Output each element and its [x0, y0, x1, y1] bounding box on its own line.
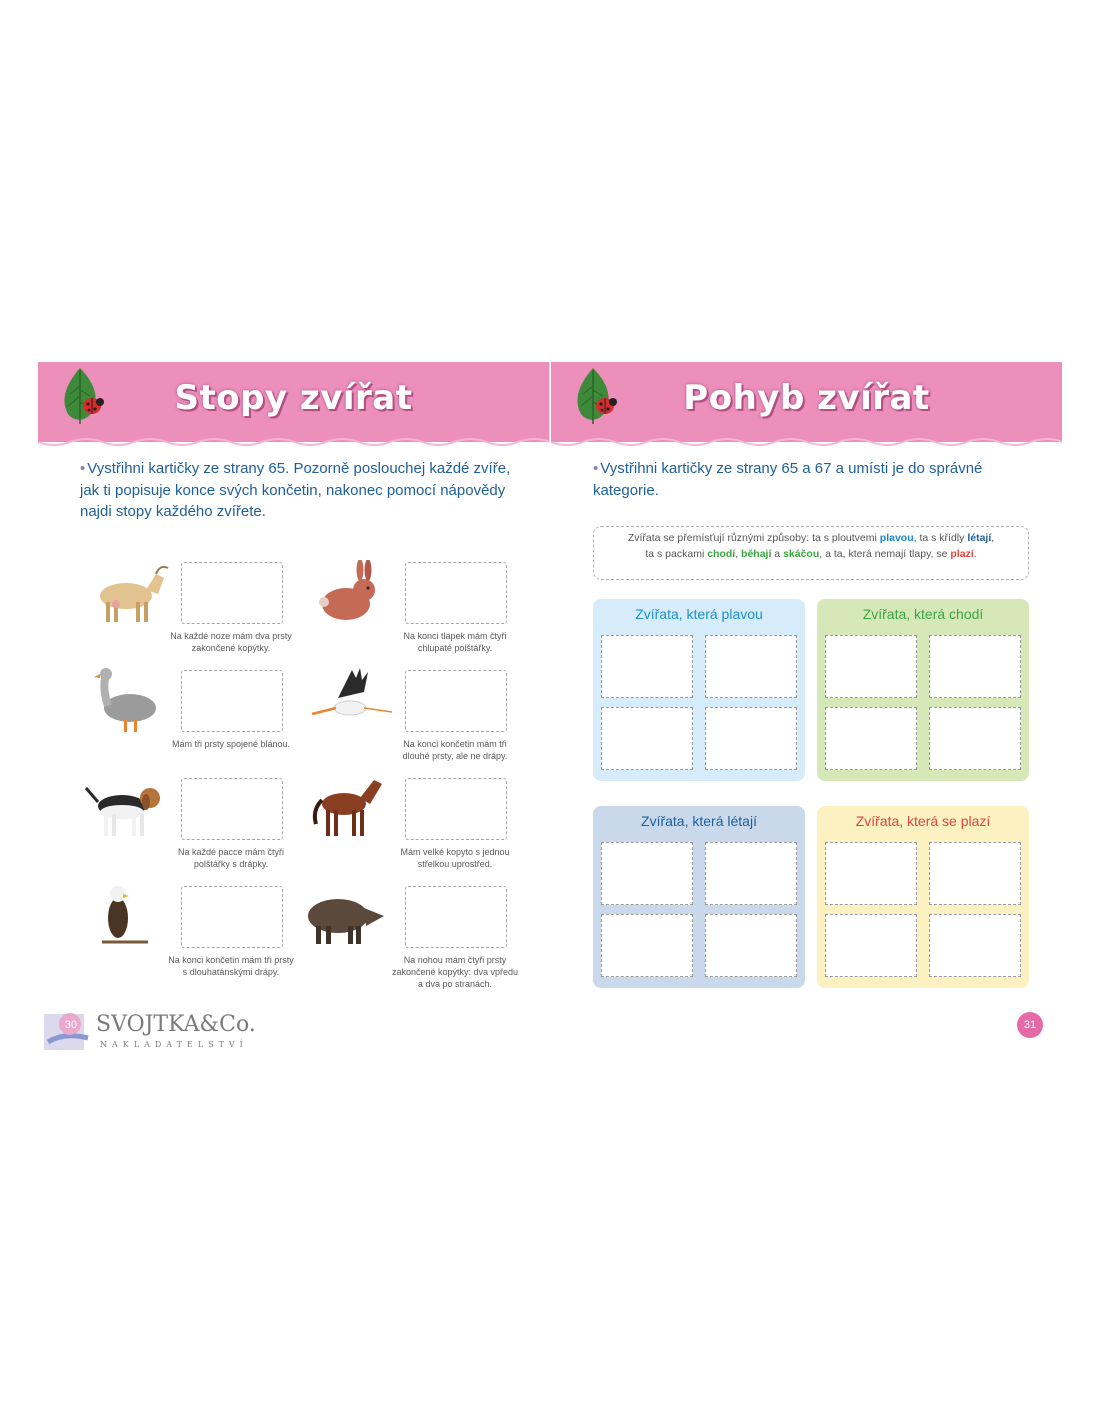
footprint-card-slot[interactable]	[181, 562, 283, 624]
keyword-fly: létají	[967, 532, 992, 544]
left-header-banner	[38, 362, 549, 442]
horse-image	[308, 774, 398, 844]
card-caption: Na každé noze mám dva prsty zakončené kopýtky.	[170, 631, 292, 653]
keyword-jump: skáčou	[783, 548, 820, 560]
footprint-card-slot[interactable]	[405, 886, 507, 948]
category-card-slot[interactable]	[601, 914, 693, 977]
category-card-slot[interactable]	[929, 707, 1021, 770]
category-title: Zvířata, která chodí	[862, 606, 984, 622]
keyword-run: běhají	[741, 548, 772, 560]
card-caption: Na konci tlapek mám čtyři chlupaté polštářky.	[403, 631, 507, 653]
card-caption: Mám tři prsty spojené blánou.	[171, 739, 291, 749]
dog-image	[82, 776, 172, 846]
rabbit-image	[308, 560, 398, 630]
page-title: Stopy zvířat	[174, 378, 413, 418]
card-caption: Na konci končetin mám tři dlouhé prsty, ale ne drápy.	[402, 739, 508, 761]
footprint-card-slot[interactable]	[181, 886, 283, 948]
category-card-slot[interactable]	[929, 842, 1021, 905]
footprint-card-slot[interactable]	[405, 562, 507, 624]
category-title: Zvířata, která plavou	[635, 606, 763, 622]
bullet-icon: •	[80, 460, 86, 477]
footprint-card-slot[interactable]	[405, 670, 507, 732]
publisher-logo-text: SVOJTKA&Co.	[96, 1012, 256, 1037]
boar-image	[296, 886, 386, 956]
book-spread	[38, 362, 1062, 1062]
card-caption: Na každé pacce mám čtyři polštářky s drápky.	[177, 847, 285, 869]
card-caption: Mám velké kopyto s jednou střelkou uprostřed.	[400, 847, 510, 869]
category-fly	[593, 806, 805, 988]
footprint-card-slot[interactable]	[405, 778, 507, 840]
category-swim	[593, 599, 805, 781]
footprint-card-slot[interactable]	[181, 778, 283, 840]
right-page	[551, 362, 1062, 1062]
instruction-text: • Vystřihni kartičky ze strany 65 a 67 a umísti je do správné kategorie.	[593, 460, 983, 499]
left-page	[38, 362, 549, 1062]
keyword-crawl: plazí	[950, 548, 974, 560]
publisher-logo-subtitle: NAKLADATELSTVÍ	[100, 1040, 248, 1049]
page-gutter	[549, 362, 550, 442]
page-title: Pohyb zvířat	[683, 378, 930, 418]
category-card-slot[interactable]	[825, 707, 917, 770]
category-walk	[817, 599, 1029, 781]
category-title: Zvířata, která létají	[641, 813, 757, 829]
category-card-slot[interactable]	[705, 914, 797, 977]
keyword-swim: plavou	[879, 532, 914, 544]
goose-image	[86, 668, 176, 738]
page-number-left: 30	[64, 1019, 78, 1031]
keyword-walk: chodí	[707, 548, 736, 560]
category-card-slot[interactable]	[705, 707, 797, 770]
wave-border	[551, 434, 1062, 448]
category-card-slot[interactable]	[601, 842, 693, 905]
page-number-right: 31	[1017, 1012, 1043, 1038]
stork-image	[308, 668, 398, 738]
instruction-text: • Vystřihni kartičky ze strany 65. Pozorně poslouchej každé zvíře, jak ti popisuje konce svých končetin, nakonec pomocí nápovědy najdi stopy každého zvířete.	[80, 460, 511, 520]
bullet-icon: •	[593, 460, 599, 477]
footprint-card-slot[interactable]	[181, 670, 283, 732]
category-card-slot[interactable]	[929, 635, 1021, 698]
right-header-banner	[551, 362, 1062, 442]
category-card-slot[interactable]	[601, 635, 693, 698]
info-box: Zvířata se přemísťují různými způsoby: ta s ploutvemi plavou, ta s křídly létají, ta s packami chodí, běhají a skáčou, a ta, která nemají tlapy, se plazí.	[593, 526, 1029, 580]
card-caption: Na nohou mám čtyři prsty zakončené kopýtky: dva vpředu a dva po stranách.	[391, 955, 519, 989]
category-card-slot[interactable]	[825, 914, 917, 977]
category-title: Zvířata, která se plazí	[855, 813, 991, 829]
category-crawl	[817, 806, 1029, 988]
eagle-image	[78, 884, 168, 954]
category-card-slot[interactable]	[705, 842, 797, 905]
wave-border	[38, 434, 549, 448]
goat-image	[86, 560, 176, 630]
card-caption: Na konci končetin mám tři prsty s dlouhatánskými drápy.	[168, 955, 294, 977]
category-card-slot[interactable]	[601, 707, 693, 770]
category-card-slot[interactable]	[825, 635, 917, 698]
category-card-slot[interactable]	[705, 635, 797, 698]
category-card-slot[interactable]	[825, 842, 917, 905]
category-card-slot[interactable]	[929, 914, 1021, 977]
